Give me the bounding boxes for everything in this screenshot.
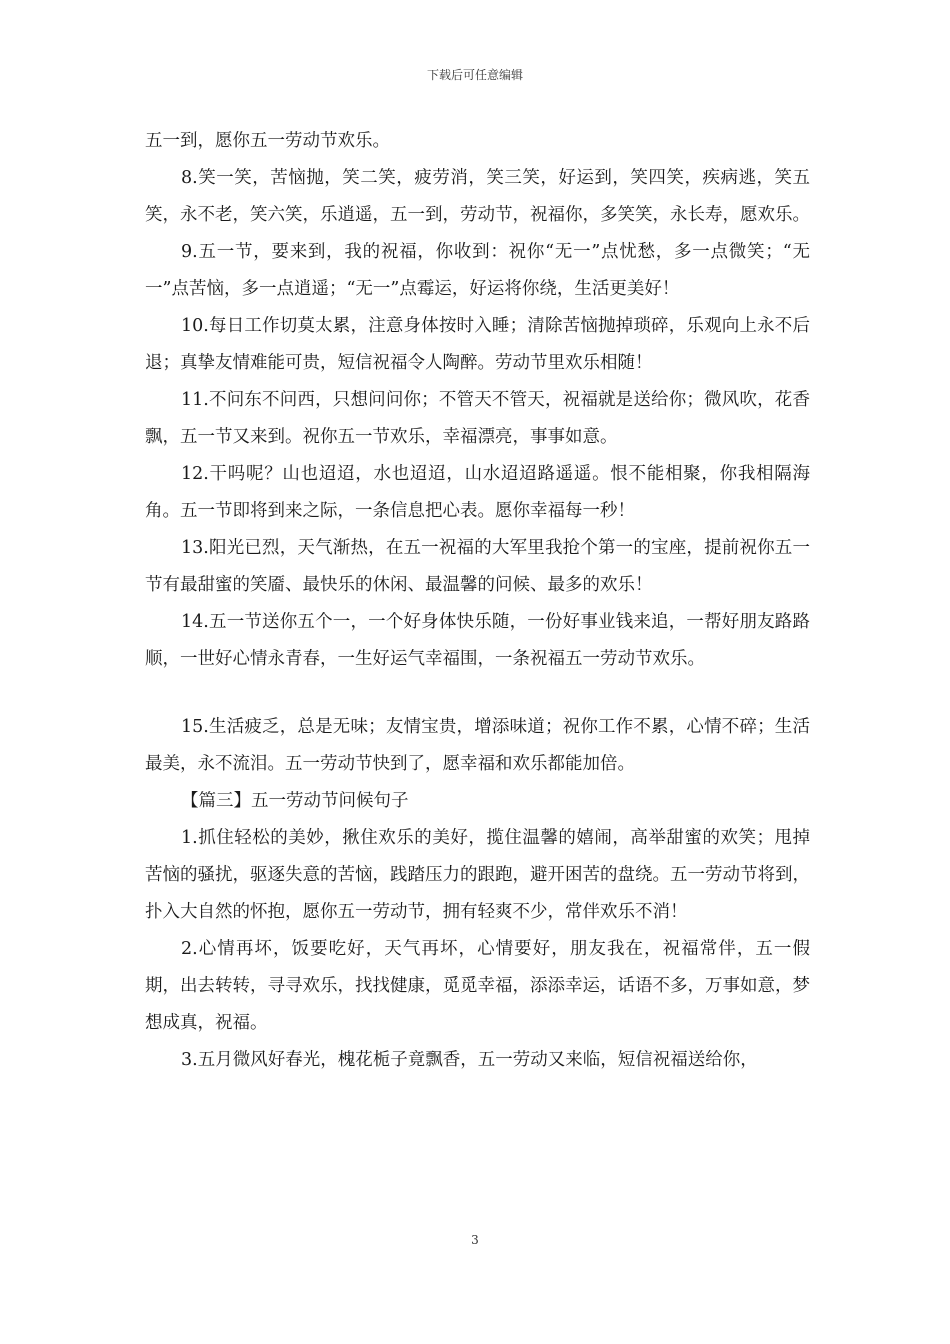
paragraph-item-15: 15.生活疲乏，总是无味；友情宝贵，增添味道；祝你工作不累，心情不碎；生活最美，永不流泪。五一劳动节快到了，愿幸福和欢乐都能加倍。 — [145, 717, 810, 774]
page-number: 3 — [471, 1233, 479, 1247]
document-body — [145, 123, 810, 1079]
paragraph-item-9: 9.五一节，要来到，我的祝福，你收到：祝你“无一”点忧愁，多一点微笑；“无一”点苦恼，多一点逍遥；“无一”点霉运，好运将你绕，生活更美好！ — [145, 242, 810, 299]
section-heading: 【篇三】五一劳动节问候句子 — [181, 791, 409, 811]
paragraph-item-13: 13.阳光已烈，天气渐热，在五一祝福的大军里我抢个第一的宝座，提前祝你五一节有最甜蜜的笑靥、最快乐的休闲、最温馨的问候、最多的欢乐！ — [145, 538, 810, 595]
paragraph-item-8: 8.笑一笑，苦恼抛，笑二笑，疲劳消，笑三笑，好运到，笑四笑，疾病逃，笑五笑，永不老，笑六笑，乐逍遥，五一到，劳动节，祝福你，多笑笑，永长寿，愿欢乐。 — [145, 168, 810, 225]
paragraph-item-10: 10.每日工作切莫太累，注意身体按时入睡；清除苦恼抛掉琐碎，乐观向上永不后退；真挚友情难能可贵，短信祝福令人陶醉。劳动节里欢乐相随！ — [145, 316, 810, 373]
paragraph-item-2: 2.心情再坏，饭要吃好，天气再坏，心情要好，朋友我在，祝福常伴，五一假期，出去转转，寻寻欢乐，找找健康，觅觅幸福，添添幸运，话语不多，万事如意，梦想成真，祝福。 — [145, 939, 810, 1033]
page-header: 下载后可任意编辑 — [426, 68, 523, 82]
paragraph-continuation: 五一到，愿你五一劳动节欢乐。 — [145, 131, 390, 151]
paragraph-item-3: 3.五月微风好春光，槐花栀子竟飘香，五一劳动又来临，短信祝福送给你， — [181, 1050, 758, 1070]
paragraph-item-12: 12.干吗呢？山也迢迢，水也迢迢，山水迢迢路遥遥。恨不能相聚，你我相隔海角。五一节即将到来之际，一条信息把心表。愿你幸福每一秒！ — [145, 464, 810, 521]
paragraph-item-11: 11.不问东不问西，只想问问你；不管天不管天，祝福就是送给你；微风吹，花香飘，五一节又来到。祝你五一节欢乐，幸福漂亮，事事如意。 — [145, 390, 810, 447]
paragraph-item-14: 14.五一节送你五个一，一个好身体快乐随，一份好事业钱来追，一帮好朋友路路顺，一世好心情永青春，一生好运气幸福围，一条祝福五一劳动节欢乐。 — [145, 612, 810, 669]
paragraph-item-1: 1.抓住轻松的美妙，揪住欢乐的美好，揽住温馨的嬉闹，高举甜蜜的欢笑；甩掉苦恼的骚扰，驱逐失意的苦恼，践踏压力的跟跑，避开困苦的盘绕。五一劳动节将到，扑入大自然的怀抱，愿你五一劳动节，拥有轻爽不少，常伴欢乐不消！ — [145, 828, 810, 922]
